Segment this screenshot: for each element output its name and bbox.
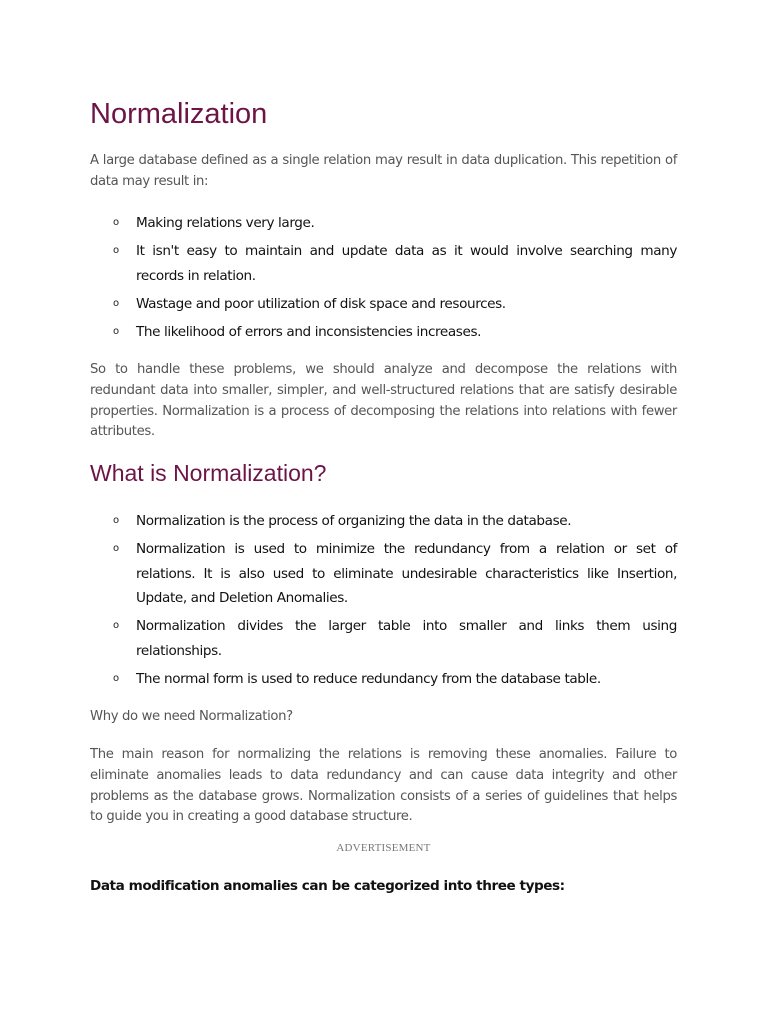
intro-paragraph: A large database defined as a single relation may result in data duplication. This repetition of data may result in: (90, 153, 677, 189)
list-item: o Normalization is the process of organizing the data in the database. (90, 509, 677, 533)
anomalies-intro: Data modification anomalies can be categorized into three types: (90, 878, 565, 894)
solution-paragraph: So to handle these problems, we should analyze and decompose the relations with redundant data into smaller, simpler, and well-structured relations that are satisfy desirable properties. Normalization is a process of decomposing the relations into relations with fewer attributes. (90, 362, 677, 440)
bullet-marker-icon: o (113, 245, 119, 257)
list-item: o Wastage and poor utilization of disk space and resources. (90, 292, 677, 316)
bullet-marker-icon: o (113, 217, 119, 228)
main-reason-paragraph: The main reason for normalizing the relations is removing these anomalies. Failure to eliminate anomalies leads to data redundancy and can cause data integrity and other problems as the database grows. Normalization consists of a series of guidelines that helps to guide you in creating a good database structure. (90, 747, 677, 825)
bullet-marker-icon: o (113, 620, 119, 632)
problems-list (90, 211, 677, 348)
bullet-marker-icon: o (113, 515, 119, 526)
bullet-marker-icon: o (113, 672, 119, 684)
list-item: o The likelihood of errors and inconsistencies increases. (90, 320, 677, 344)
list-item: o It isn't easy to maintain and update data as it would involve searching many records in relation. (90, 239, 677, 288)
bullet-marker-icon: o (113, 543, 119, 555)
page-title: Normalization (90, 98, 268, 130)
advertisement-label: ADVERTISEMENT (336, 842, 431, 854)
definitions-list (90, 509, 677, 695)
why-question: Why do we need Normalization? (90, 709, 293, 724)
list-item: o The normal form is used to reduce redundancy from the database table. (90, 667, 677, 691)
bullet-marker-icon: o (113, 326, 119, 338)
list-item: o Normalization is used to minimize the redundancy from a relation or set of relations. It is also used to eliminate undesirable characteristics like Insertion, Update, and Deletion Anomalies. (90, 537, 677, 610)
section-heading: What is Normalization? (90, 460, 327, 486)
list-item: o Normalization divides the larger table into smaller and links them using relationships. (90, 614, 677, 663)
list-item: o Making relations very large. (90, 211, 677, 235)
bullet-marker-icon: o (113, 297, 119, 309)
